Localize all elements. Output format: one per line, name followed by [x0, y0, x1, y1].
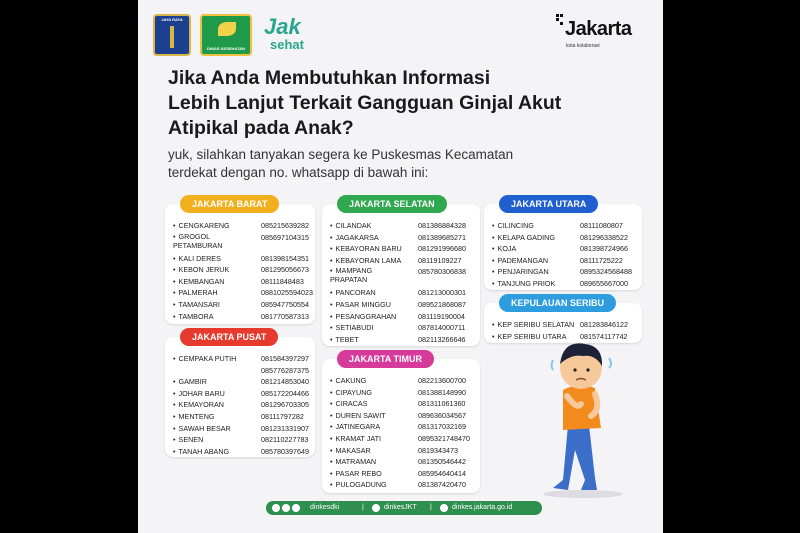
list-item: • CAKUNG 082213600700	[330, 375, 474, 387]
headline	[168, 66, 648, 141]
list-item: • PADEMANGAN 08111725222	[492, 255, 636, 267]
footer-divider-2: |	[430, 504, 432, 511]
twitter-icon	[372, 501, 380, 518]
card-jakarta-pusat	[165, 332, 315, 457]
card-jakarta-utara	[484, 199, 642, 290]
list-item: • CIRACAS 081311061360	[330, 398, 474, 410]
list-item: • TAMANSARI 085947750554	[173, 299, 309, 311]
list-item: • MAKASAR 0819343473	[330, 445, 474, 457]
list-item: • CIPAYUNG 081388148990	[330, 387, 474, 399]
card-jakarta-barat	[165, 199, 315, 324]
list-item: • CEMPAKA PUTIH 081584397297 085776287375	[173, 353, 309, 376]
headline-line-1: Jika Anda Membutuhkan Informasi	[168, 67, 491, 89]
list-item: • SETIABUDI 087814000711	[330, 322, 474, 334]
footer-handle-1[interactable]: dinkesdki	[310, 504, 340, 511]
list-item: • PENJARINGAN 0895324568488	[492, 266, 636, 278]
jaksehat-logo-top: Jak	[264, 14, 301, 39]
facebook-icon	[282, 504, 290, 512]
sick-child-illustration	[523, 330, 643, 500]
list-item: • KEP SERIBU UTARA 081574117742	[492, 331, 636, 343]
globe-icon	[440, 501, 448, 518]
list-item: • CILANDAK 081386884328	[330, 220, 474, 232]
jakarta-logo-tagline: kota kolaborasi	[566, 43, 600, 49]
list-item: • TAMBORA 081770587313	[173, 311, 309, 323]
list-item: • KALI DERES 081398154351	[173, 253, 309, 265]
list-item: • KEMBANGAN 08111848483	[173, 276, 309, 288]
list-item: • KEBON JERUK 081295056673	[173, 264, 309, 276]
list-item: • DUREN SAWIT 089636034567	[330, 410, 474, 422]
leaf-icon	[218, 22, 236, 36]
footer-website[interactable]: dinkes.jakarta.go.id	[452, 504, 513, 511]
card-jakarta-selatan	[322, 199, 480, 346]
list-item: • PANCORAN 081213000301	[330, 287, 474, 299]
list-item: • GAMBIR 081214853040	[173, 376, 309, 388]
list-item: • MENTENG 08111797282	[173, 411, 309, 423]
social-icons	[272, 501, 300, 518]
card-title-timur: JAKARTA TIMUR	[337, 350, 434, 368]
list-item: • PALMERAH 0881025594023	[173, 287, 309, 299]
list-item: • GROGOL PETAMBURAN 085697104315	[173, 232, 309, 253]
instagram-icon	[292, 504, 300, 512]
dki-emblem-text: JAYA RAYA	[161, 17, 183, 22]
poster	[138, 0, 663, 533]
list-item: • JATINEGARA 081317032169	[330, 421, 474, 433]
jakarta-logo	[556, 12, 656, 57]
list-item: • SAWAH BESAR 081231331907	[173, 423, 309, 435]
headline-line-3: Atipikal pada Anak?	[168, 117, 354, 139]
list-item: • TEBET 082113266646	[330, 334, 474, 346]
list-item: • MAMPANG PRAPATAN 085780306838	[330, 266, 474, 287]
jaksehat-logo	[264, 16, 324, 56]
card-title-selatan: JAKARTA SELATAN	[337, 195, 447, 213]
footer-handle-2[interactable]: dinkesJKT	[384, 504, 417, 511]
list-item: • TANAH ABANG 085780397649	[173, 446, 309, 458]
whatsapp-icon	[272, 504, 280, 512]
headline-line-2: Lebih Lanjut Terkait Gangguan Ginjal Akut	[168, 92, 562, 114]
list-item: • JAGAKARSA 081389685271	[330, 232, 474, 244]
subline	[168, 146, 648, 182]
jaksehat-logo-bottom: sehat	[270, 37, 304, 52]
list-item: • MATRAMAN 081350546442	[330, 456, 474, 468]
list-item: • KRAMAT JATI 0895321748470	[330, 433, 474, 445]
list-item: • CENGKARENG 085215639282	[173, 220, 309, 232]
list-item: • KEBAYORAN LAMA 08119109227	[330, 255, 474, 267]
list-item: • KOJA 081398724966	[492, 243, 636, 255]
list-item: • SENEN 082110227783	[173, 434, 309, 446]
subline-line-2: terdekat dengan no. whatsapp di bawah ini:	[168, 165, 429, 180]
jakarta-logo-word: Jakarta	[565, 18, 632, 40]
list-item: • PULOGADUNG 081387420470	[330, 479, 474, 491]
list-item: • PASAR MINGGU 089521868087	[330, 299, 474, 311]
list-item: • PESANGGRAHAN 081119190004	[330, 311, 474, 323]
dki-emblem-logo	[153, 14, 191, 56]
list-item: • KELAPA GADING 081296338522	[492, 232, 636, 244]
list-item: • TANJUNG PRIOK 089655667000	[492, 278, 636, 290]
card-title-utara: JAKARTA UTARA	[499, 195, 598, 213]
list-item: • KEBAYORAN BARU 081291996680	[330, 243, 474, 255]
list-item: • KEMAYORAN 081296703305	[173, 399, 309, 411]
dinkes-logo-text: DINAS KESEHATAN	[207, 46, 245, 51]
list-item: • KEP SERIBU SELATAN 081283846122	[492, 319, 636, 331]
list-item: • PASAR REBO 085954640414	[330, 468, 474, 480]
card-jakarta-timur	[322, 354, 480, 493]
subline-line-1: yuk, silahkan tanyakan segera ke Puskesmas Kecamatan	[168, 147, 514, 162]
card-title-barat: JAKARTA BARAT	[180, 195, 279, 213]
card-title-pusat: JAKARTA PUSAT	[180, 328, 278, 346]
list-item: • JOHAR BARU 085172204466	[173, 388, 309, 400]
monas-icon	[170, 26, 174, 48]
card-title-seribu: KEPULAUAN SERIBU	[499, 294, 616, 312]
list-item: • CILINCING 08111080807	[492, 220, 636, 232]
footer-divider-1: |	[362, 504, 364, 511]
dinkes-logo	[200, 14, 252, 56]
footer-social-bar	[266, 501, 542, 515]
